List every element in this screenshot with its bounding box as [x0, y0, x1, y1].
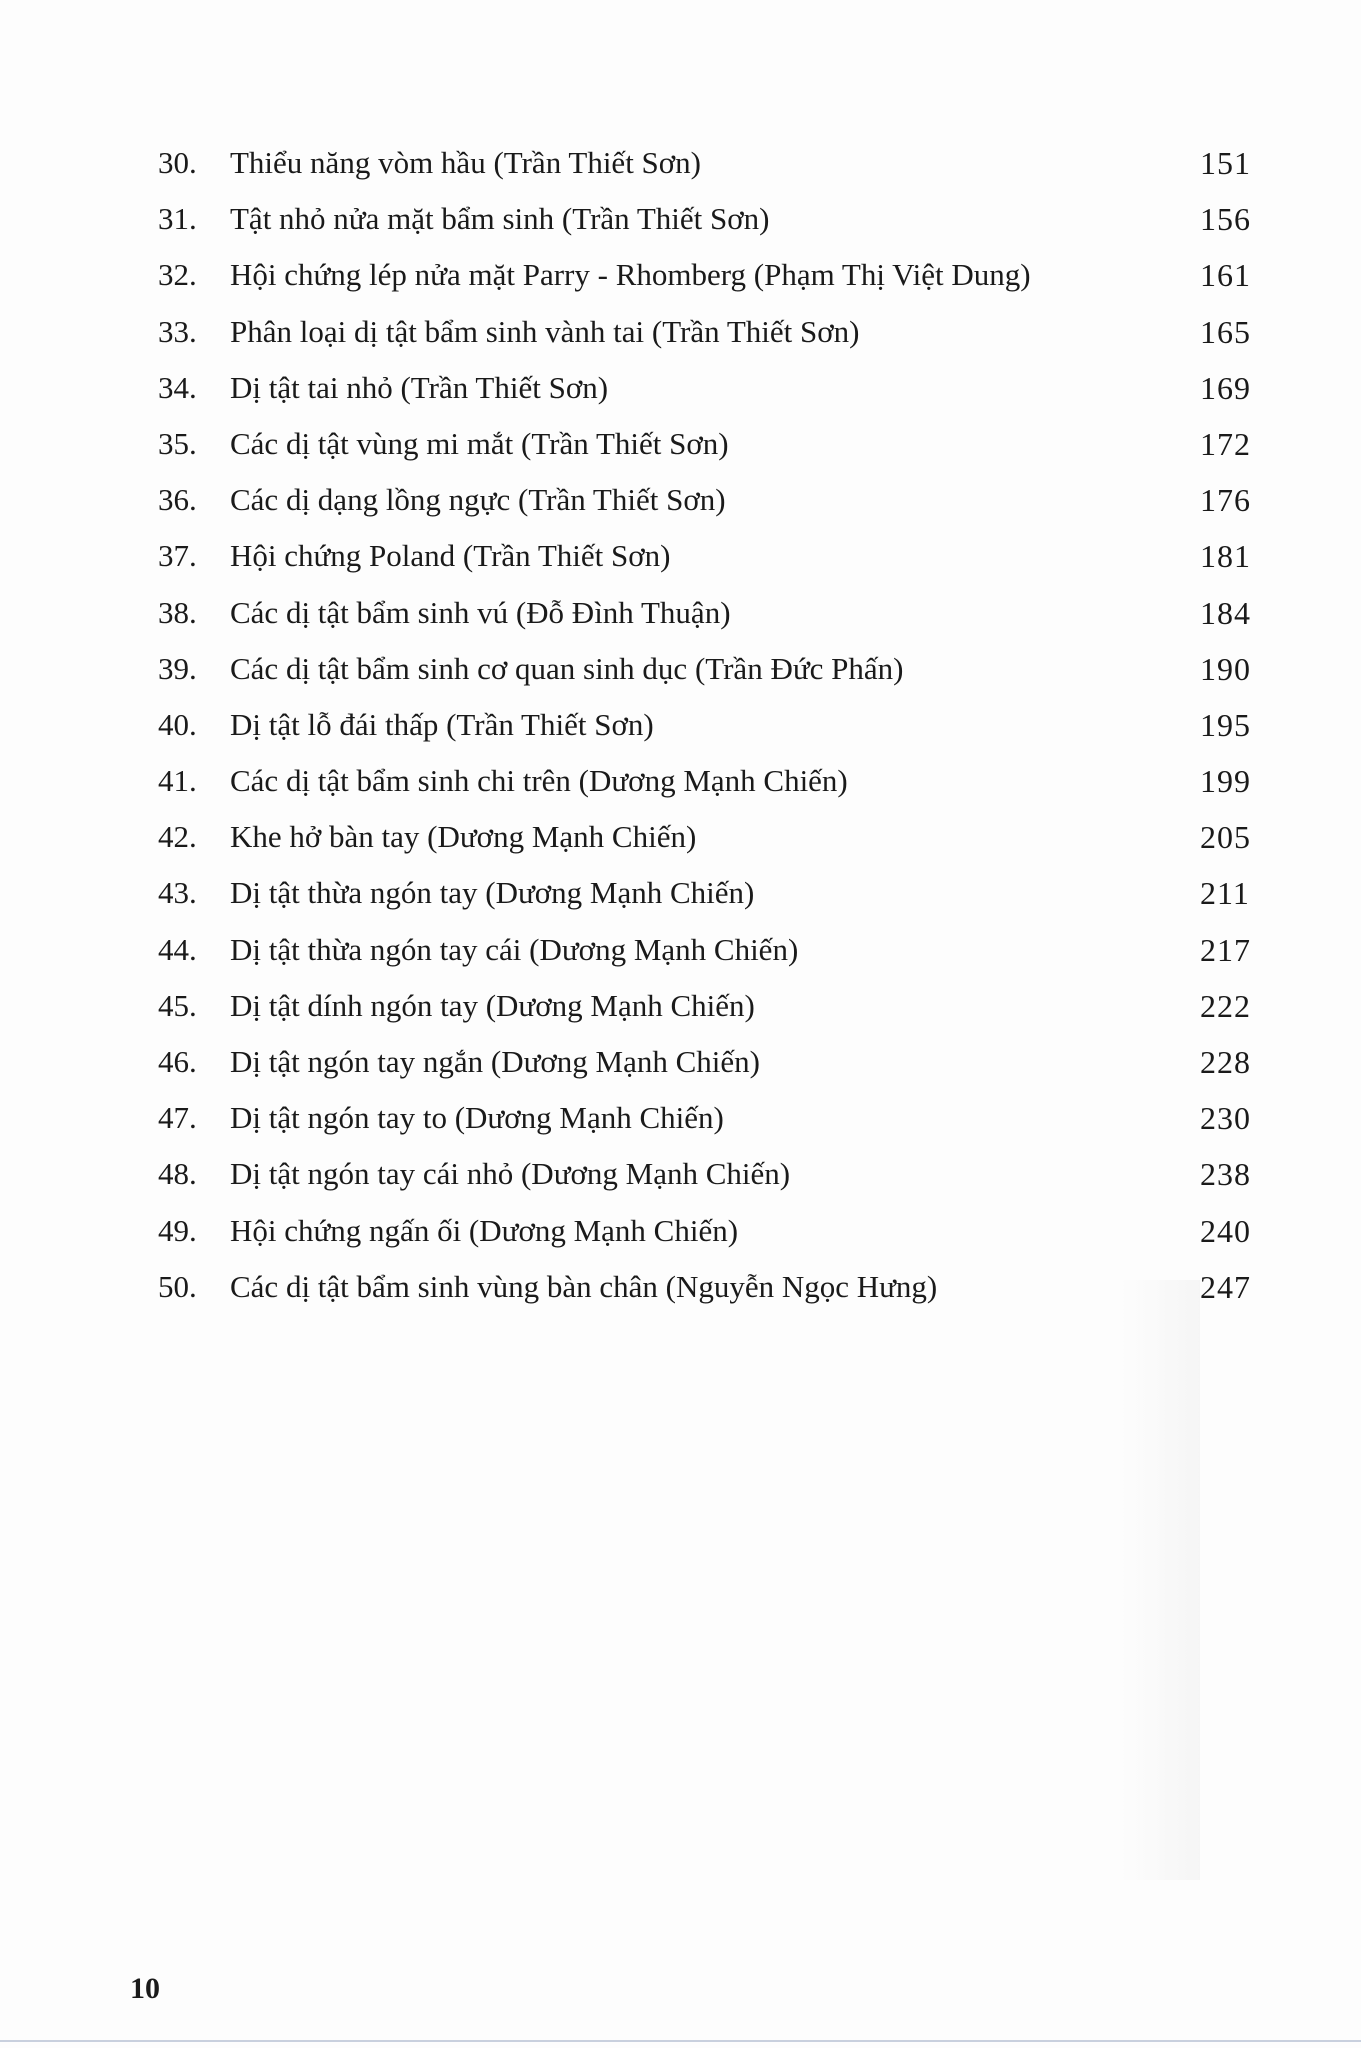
toc-entry-page: 151 [1200, 145, 1251, 181]
toc-entry-page: 176 [1200, 482, 1251, 519]
toc-entry-number: 34. [158, 369, 197, 405]
toc-entry-number: 50. [158, 1268, 197, 1304]
toc-entry-page: 240 [1200, 1212, 1251, 1249]
toc-entry-number: 36. [158, 482, 197, 518]
toc-entry-number: 41. [158, 763, 197, 799]
toc-entry [158, 531, 1258, 587]
toc-entry [158, 138, 1258, 194]
toc-entry [158, 475, 1258, 531]
toc-entry-number: 37. [158, 538, 197, 574]
toc-entry-title: Thiểu năng vòm hầu (Trần Thiết Sơn) [230, 145, 702, 180]
toc-entry [158, 1262, 1258, 1318]
toc-entry-number: 43. [158, 875, 197, 911]
toc-entry [158, 756, 1258, 812]
toc-entry-page: 228 [1200, 1044, 1251, 1080]
toc-entry-page: 211 [1200, 875, 1250, 912]
toc-entry [158, 419, 1258, 475]
toc-entry [158, 588, 1258, 644]
toc-entry-number: 46. [158, 1044, 197, 1079]
scan-edge-line [0, 2040, 1361, 2042]
toc-entry [158, 1206, 1258, 1262]
toc-entry-page: 217 [1200, 931, 1251, 968]
toc-entry [158, 1149, 1258, 1205]
toc-entry-title: Dị tật thừa ngón tay (Dương Mạnh Chiến) [230, 875, 755, 911]
toc-entry [158, 981, 1258, 1037]
toc-entry [158, 868, 1258, 924]
toc-entry-number: 47. [158, 1100, 197, 1136]
toc-entry-number: 44. [158, 931, 197, 967]
toc-entry-number: 39. [158, 650, 197, 686]
toc-entry-title: Dị tật ngón tay to (Dương Mạnh Chiến) [230, 1100, 724, 1136]
toc-entry [158, 250, 1258, 306]
toc-entry [158, 925, 1258, 981]
show-through-shadow [1120, 1280, 1200, 1880]
toc-entry [158, 1037, 1258, 1093]
toc-entry-title: Các dị tật vùng mi mắt (Trần Thiết Sơn) [230, 425, 729, 461]
toc-entry-number: 35. [158, 425, 197, 461]
toc-entry-page: 238 [1200, 1156, 1251, 1193]
toc-entry-title: Các dị dạng lồng ngực (Trần Thiết Sơn) [230, 482, 726, 518]
toc-entry-title: Hội chứng Poland (Trần Thiết Sơn) [230, 538, 671, 574]
toc-entry-title: Dị tật tai nhỏ (Trần Thiết Sơn) [230, 369, 609, 405]
toc-entry-title: Các dị tật bẩm sinh cơ quan sinh dục (Trần Đức Phấn) [230, 650, 904, 686]
toc-entry [158, 700, 1258, 756]
toc-entry-page: 199 [1200, 763, 1251, 800]
toc-entry-number: 42. [158, 819, 197, 855]
toc-entry-page: 172 [1200, 425, 1251, 462]
toc-entry-page: 156 [1200, 201, 1251, 238]
toc-entry [158, 1093, 1258, 1149]
toc-entry [158, 194, 1258, 250]
page-number: 10 [130, 1972, 160, 2005]
toc-entry-page: 161 [1200, 257, 1251, 294]
toc-entry-number: 33. [158, 313, 197, 349]
toc-entry-number: 32. [158, 257, 197, 293]
toc-entry-page: 190 [1200, 650, 1251, 687]
toc-entry-title: Dị tật dính ngón tay (Dương Mạnh Chiến) [230, 987, 755, 1023]
toc-entry-page: 205 [1200, 819, 1251, 856]
toc-entry-title: Các dị tật bẩm sinh chi trên (Dương Mạnh Chiến) [230, 763, 848, 799]
toc-entry-title: Dị tật ngón tay cái nhỏ (Dương Mạnh Chiến) [230, 1156, 791, 1192]
toc-entry-page: 184 [1200, 594, 1251, 631]
toc-entry-number: 40. [158, 706, 197, 742]
table-of-contents [158, 138, 1258, 1318]
toc-entry [158, 812, 1258, 868]
toc-entry-title: Dị tật thừa ngón tay cái (Dương Mạnh Chiến) [230, 931, 799, 967]
toc-entry-title: Tật nhỏ nửa mặt bẩm sinh (Trần Thiết Sơn) [230, 201, 770, 237]
toc-entry-page: 247 [1200, 1268, 1251, 1305]
toc-entry-page: 169 [1200, 369, 1251, 406]
toc-entry-page: 165 [1200, 313, 1251, 350]
toc-entry-number: 30. [158, 145, 197, 180]
toc-entry-page: 195 [1200, 706, 1251, 743]
toc-entry-title: Khe hở bàn tay (Dương Mạnh Chiến) [230, 819, 697, 855]
toc-entry-title: Hội chứng lép nửa mặt Parry - Rhomberg (Phạm Thị Việt Dung) [230, 257, 1031, 293]
toc-entry-page: 230 [1200, 1100, 1251, 1137]
toc-entry-number: 31. [158, 201, 197, 237]
toc-entry [158, 363, 1258, 419]
toc-entry-number: 48. [158, 1156, 197, 1192]
toc-entry-number: 45. [158, 987, 197, 1023]
toc-entry-number: 38. [158, 594, 197, 630]
toc-entry [158, 307, 1258, 363]
toc-entry-title: Hội chứng ngấn ối (Dương Mạnh Chiến) [230, 1212, 739, 1248]
toc-entry-title: Phân loại dị tật bẩm sinh vành tai (Trần Thiết Sơn) [230, 313, 860, 349]
toc-entry-page: 181 [1200, 538, 1251, 575]
toc-entry-title: Các dị tật bẩm sinh vú (Đỗ Đình Thuận) [230, 594, 731, 630]
toc-entry-number: 49. [158, 1212, 197, 1248]
toc-entry-title: Dị tật lỗ đái thấp (Trần Thiết Sơn) [230, 706, 654, 742]
toc-entry-title: Các dị tật bẩm sinh vùng bàn chân (Nguyễn Ngọc Hưng) [230, 1268, 938, 1304]
toc-entry-page: 222 [1200, 987, 1251, 1024]
toc-entry-title: Dị tật ngón tay ngắn (Dương Mạnh Chiến) [230, 1044, 760, 1079]
toc-entry [158, 644, 1258, 700]
